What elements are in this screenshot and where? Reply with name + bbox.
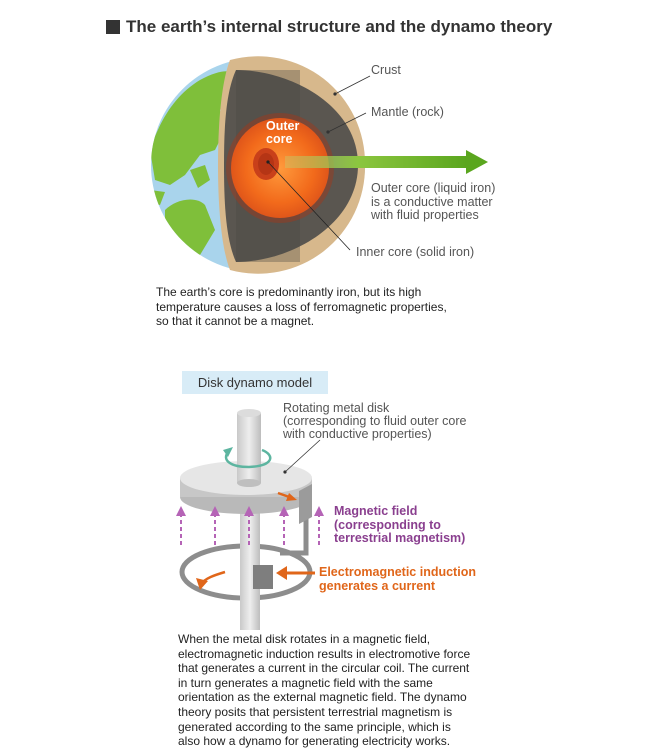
outer-core-inner-label: Outer core xyxy=(266,119,300,146)
rotation-arrow-head xyxy=(223,447,233,457)
disk-leader xyxy=(285,440,320,472)
induction-arrow-head xyxy=(276,566,287,580)
disk-dynamo-title: Disk dynamo model xyxy=(182,371,328,394)
title-text: The earth’s internal structure and the dynamo theory xyxy=(126,17,553,36)
crust-leader xyxy=(335,76,370,94)
coil-contact xyxy=(253,565,273,589)
shaft-top xyxy=(237,409,261,417)
inner-core-center xyxy=(258,153,274,175)
inner-core-dot xyxy=(266,160,269,163)
disk-label: Rotating metal disk (corresponding to fluid outer core with conductive properties) xyxy=(283,401,467,441)
mantle-label: Mantle (rock) xyxy=(371,105,444,119)
shaft-upper xyxy=(237,413,261,483)
dynamo-model xyxy=(180,409,319,630)
outer-core-description: Outer core (liquid iron) is a conductive matter with fluid properties xyxy=(371,181,496,222)
inner-core-label: Inner core (solid iron) xyxy=(356,245,475,259)
disk-leader-dot xyxy=(283,470,286,473)
crust-dot xyxy=(333,92,336,95)
mantle-dot xyxy=(326,130,329,133)
disk-brush xyxy=(299,484,312,524)
earth-description: The earth’s core is predominantly iron, but its high temperature causes a loss of ferromagnetic properties, so that it cannot be a magnet. xyxy=(156,285,447,328)
magnetic-field-label: Magnetic field (corresponding to terrestrial magnetism) xyxy=(334,504,466,545)
crust-label: Crust xyxy=(371,63,401,77)
shaft-base xyxy=(237,479,261,487)
induction-label: Electromagnetic induction generates a current xyxy=(319,565,476,593)
dynamo-description: When the metal disk rotates in a magnetic field, electromagnetic induction results in electromotive force that generates a current in the circular coil. The current in turn generates a magnetic field with the same orientation as the external magnetic field. The dynamo theory posits that persistent terrestrial magnetism is generated according to the same principle, which is also how a dynamo for generating electricity works. xyxy=(178,632,471,749)
